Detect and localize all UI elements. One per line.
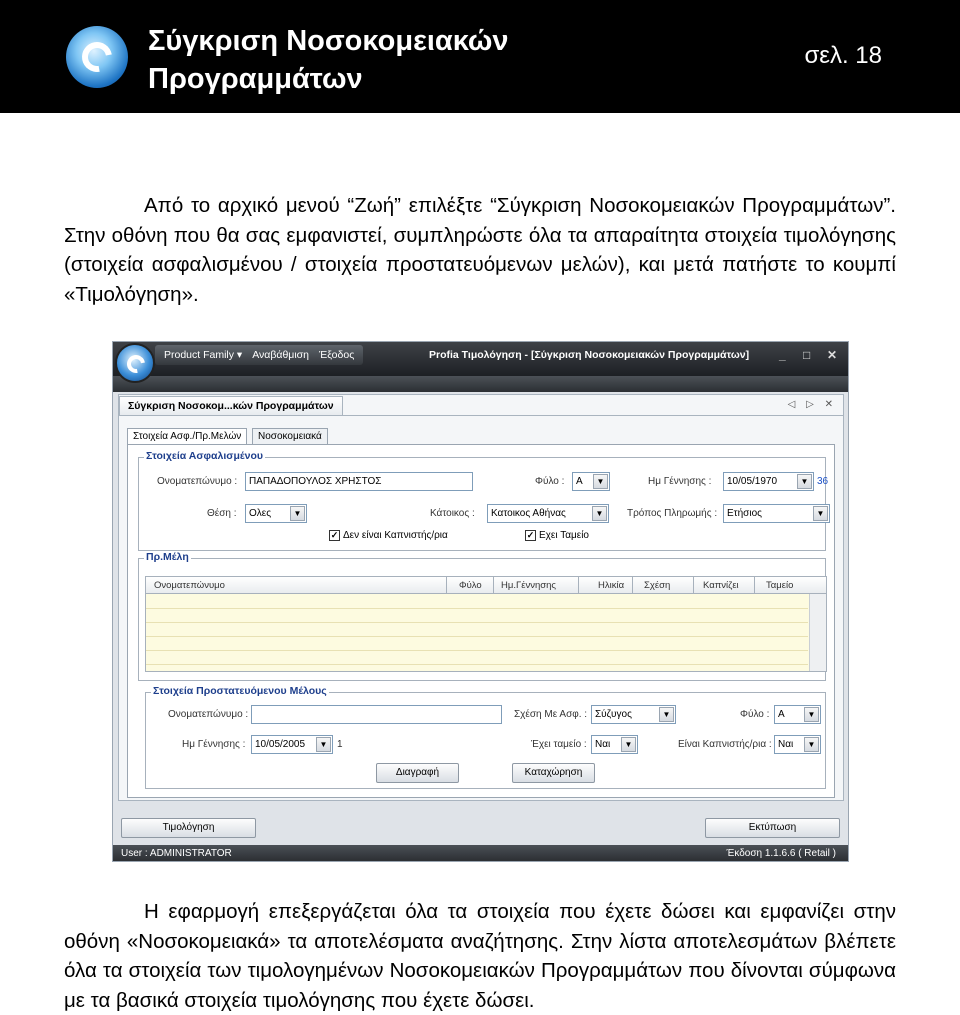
quick-access-menu [155, 345, 363, 365]
protected-member-group: Στοιχεία Προστατευόμενου Μέλους Ονοματεπώνυμο : Σχέση Με Ασφ. : Σύζυγος ▼ Φύλο : Α ▼ Ημ Γέννησης : 10/05/2005 ▼ 1 Έχει ταμείο : Ναι ▼ Είναι Καπνιστής/ρια : Ναι ▼ Διαγραφή Καταχώρηση [145, 692, 826, 789]
chevron-down-icon: ▼ [316, 737, 331, 752]
col-smoker[interactable]: Καπνίζει [703, 580, 739, 591]
member-age: 1 [337, 739, 343, 750]
members-grid-header [146, 577, 826, 594]
save-button[interactable]: Καταχώρηση [512, 763, 595, 783]
col-gender[interactable]: Φύλο [459, 580, 482, 591]
pricing-button[interactable]: Τιμολόγηση [121, 818, 256, 838]
col-name[interactable]: Ονοματεπώνυμο [154, 580, 225, 591]
maximize-icon[interactable]: □ [803, 348, 811, 362]
protected-group-title: Στοιχεία Προστατευόμενου Μέλους [153, 685, 327, 697]
tab-insured-members[interactable]: Στοιχεία Ασφ./Πρ.Μελών [127, 428, 247, 446]
status-version: Έκδοση 1.1.6.6 ( Retail ) [726, 848, 836, 859]
col-birthdate[interactable]: Ημ.Γέννησης [501, 580, 556, 591]
members-group [138, 551, 826, 681]
member-gender-select[interactable]: Α ▼ [774, 705, 821, 724]
insured-position-select[interactable]: Ολες ▼ [245, 504, 307, 523]
chevron-down-icon: ▼ [659, 707, 674, 722]
insured-residence-select[interactable]: Κατοικος Αθήνας ▼ [487, 504, 609, 523]
member-relation-select[interactable]: Σύζυγος ▼ [591, 705, 676, 724]
col-age[interactable]: Ηλικία [598, 580, 625, 591]
app-titlebar [113, 342, 848, 376]
insured-group-title: Στοιχεία Ασφαλισμένου [146, 450, 263, 462]
grid-scrollbar[interactable] [809, 594, 826, 671]
member-fund-select[interactable]: Ναι ▼ [591, 735, 638, 754]
chevron-down-icon: ▼ [593, 474, 608, 489]
status-user: User : ADMINISTRATOR [121, 848, 232, 859]
menu-exit[interactable]: Έξοδος [319, 349, 355, 361]
insured-gender-select[interactable]: Α ▼ [572, 472, 610, 491]
chevron-down-icon: ▼ [592, 506, 607, 521]
insured-group: Στοιχεία Ασφαλισμένου Ονοματεπώνυμο : ΠΑΠΑΔΟΠΟΥΛΟΣ ΧΡΗΣΤΟΣ Φύλο : Α ▼ Ημ Γέννησης : 10/05/1970 ▼ 36 Θέση : Ολες ▼ Κάτοικος : Κατοικος Αθήνας ▼ Τρόπος Πληρωμής : Ετήσιος ▼ ✓ Δεν είναι Καπνιστής/ρια ✓ Εχει Ταμείο [138, 457, 826, 551]
chevron-down-icon: ▼ [621, 737, 636, 752]
insured-name-input[interactable]: ΠΑΠΑΔΟΠΟΥΛΟΣ ΧΡΗΣΤΟΣ [245, 472, 473, 491]
outro-paragraph: Η εφαρμογή επεξεργάζεται όλα τα στοιχεία που έχετε δώσει και εμφανίζει στην οθόνη «Νοσοκομειακά» τα αποτελέσματα αναζήτησης. Στην λίστα αποτελεσμάτων βλέπετε όλα τα στοιχεία των τιμολογημένων Νοσοκομειακών Προγραμμάτων που δίνονται σύμφωνα με τα βασικά στοιχεία τιμολόγησης που έχετε δώσει. [64, 900, 896, 1012]
tab-panel [127, 444, 835, 798]
chevron-down-icon: ▼ [797, 474, 812, 489]
app-title: Profia Τιμολόγηση - [Σύγκριση Νοσοκομειακών Προγραμμάτων] [429, 349, 750, 361]
page-header [0, 0, 960, 113]
chevron-down-icon: ▼ [813, 506, 828, 521]
chevron-down-icon: ▼ [290, 506, 305, 521]
insured-birthdate-picker[interactable]: 10/05/1970 ▼ [723, 472, 814, 491]
app-screenshot [112, 341, 849, 862]
chevron-down-icon: ▼ [804, 737, 819, 752]
col-fund[interactable]: Ταμείο [766, 580, 794, 591]
status-bar [113, 845, 848, 862]
member-name-input[interactable] [251, 705, 502, 724]
has-fund-checkbox[interactable]: ✓ Εχει Ταμείο [526, 530, 589, 541]
col-relation[interactable]: Σχέση [644, 580, 671, 591]
menu-upgrade[interactable]: Αναβάθμιση [252, 349, 310, 361]
document-tab[interactable]: Σύγκριση Νοσοκομ...κών Προγραμμάτων [119, 396, 343, 415]
document-area [118, 394, 844, 801]
tab-hospital[interactable]: Νοσοκομειακά [252, 428, 328, 445]
insured-age: 36 [817, 476, 829, 487]
menu-product-family[interactable]: Product Family ▾ [164, 349, 243, 361]
insured-payment-select[interactable]: Ετήσιος ▼ [723, 504, 830, 523]
close-icon[interactable]: ✕ [827, 348, 838, 362]
members-group-title: Πρ.Μέλη [146, 551, 189, 563]
intro-paragraph: Από το αρχικό μενού “Ζωή” επιλέξτε “Σύγκριση Νοσοκομειακών Προγραμμάτων”. Στην οθόνη που θα σας εμφανιστεί, συμπληρώστε όλα τα απαραίτητα στοιχεία τιμολόγησης (στοιχεία ασφαλισμένου / στοιχεία προστατευόμενων μελών), και μετά πατήστε το κουμπί «Τιμολόγηση». [64, 194, 896, 306]
print-button[interactable]: Εκτύπωση [705, 818, 840, 838]
members-grid[interactable] [145, 576, 827, 672]
delete-button[interactable]: Διαγραφή [376, 763, 459, 783]
document-nav-icons[interactable]: ◁ ▷ ✕ [787, 399, 837, 410]
page-title: Σύγκριση Νοσοκομειακών Προγραμμάτων [148, 25, 509, 95]
member-smoker-select[interactable]: Ναι ▼ [774, 735, 821, 754]
non-smoker-checkbox[interactable]: ✓ Δεν είναι Καπνιστής/ρια [330, 530, 448, 541]
app-orb-icon[interactable] [115, 343, 155, 383]
minimize-icon[interactable]: _ [779, 348, 786, 362]
page-number: σελ. 18 [804, 42, 882, 69]
chevron-down-icon: ▼ [804, 707, 819, 722]
logo-icon [66, 26, 128, 88]
member-birthdate-picker[interactable]: 10/05/2005 ▼ [251, 735, 333, 754]
ribbon-bar [113, 376, 848, 392]
